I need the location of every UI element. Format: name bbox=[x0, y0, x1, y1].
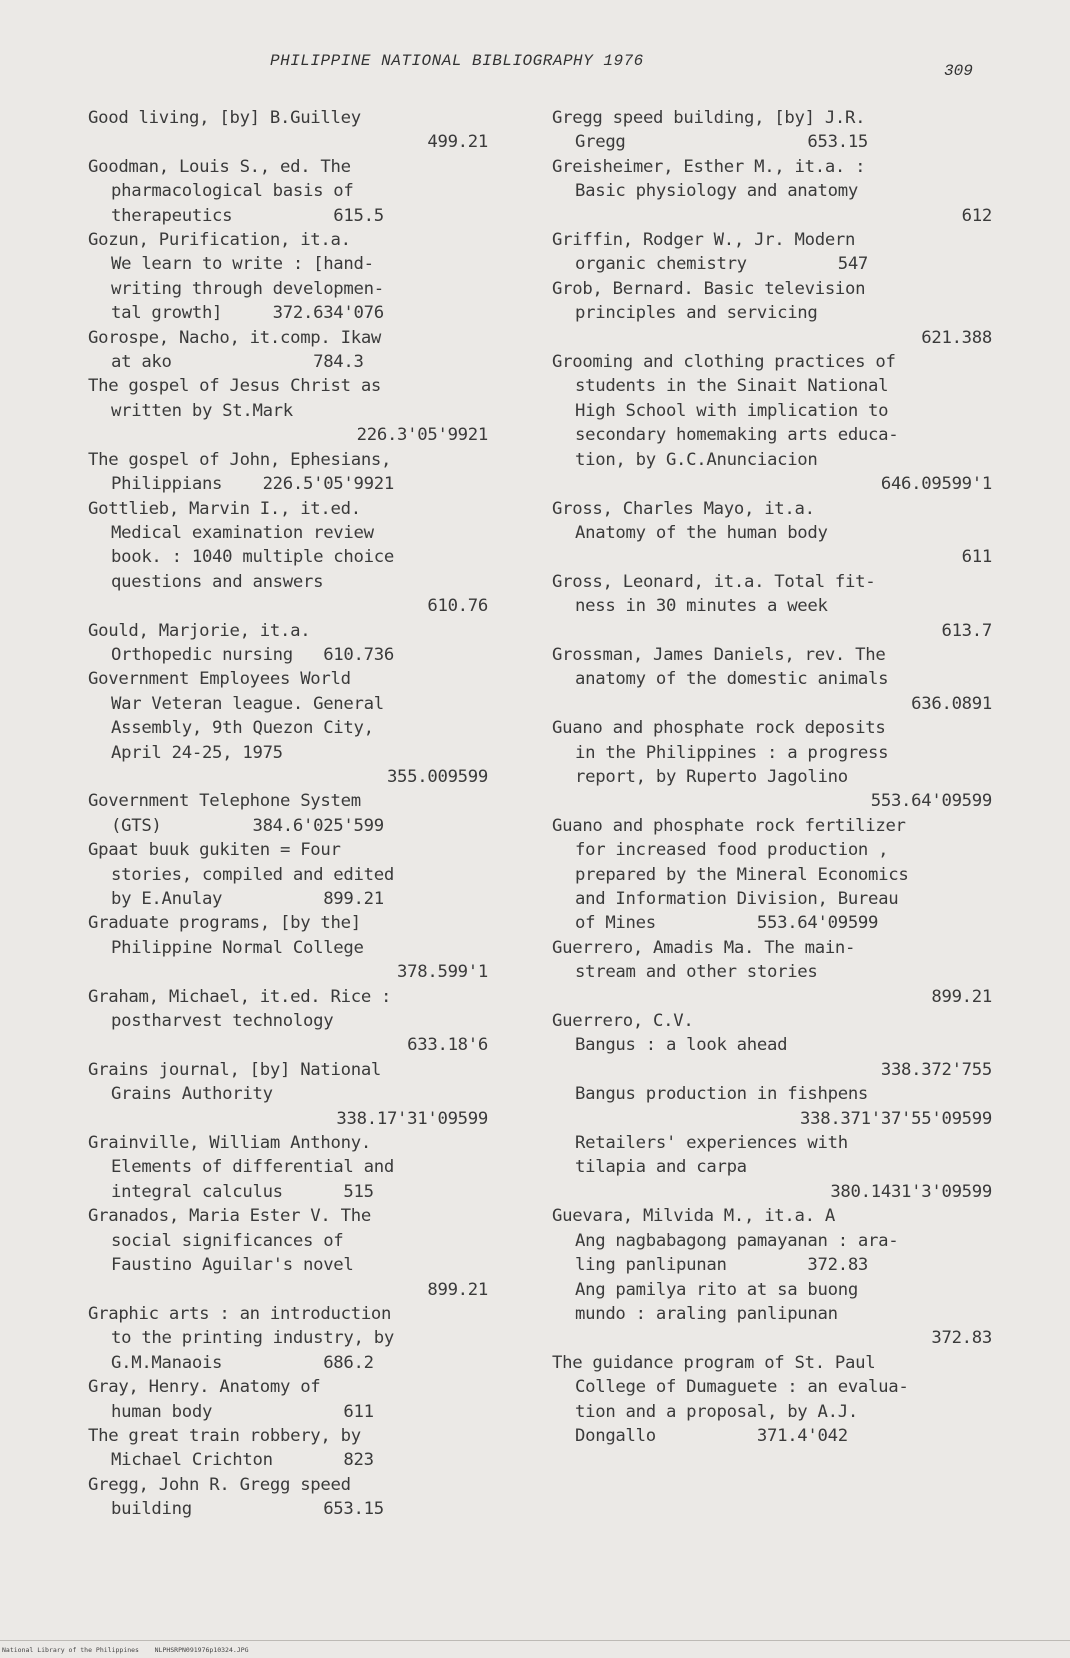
entry-line: Faustino Aguilar's novel bbox=[111, 1255, 354, 1276]
entry-line: writing through developmen- bbox=[111, 278, 384, 299]
entry-heading-line: Government Telephone System bbox=[88, 791, 361, 812]
bibliography-entry bbox=[88, 838, 488, 911]
entry-line: tilapia and carpa bbox=[575, 1157, 747, 1178]
entry-line: secondary homemaking arts educa- bbox=[575, 425, 899, 446]
entry-heading-line: Gross, Leonard, it.a. Total fit- bbox=[552, 571, 876, 592]
class-number: 633.18'6 bbox=[407, 1035, 488, 1056]
bibliography-entry bbox=[88, 497, 488, 619]
bibliography-entry bbox=[552, 497, 992, 570]
entry-line: Orthopedic nursing 610.736 bbox=[111, 644, 394, 665]
entry-line: Retailers' experiences with bbox=[575, 1133, 848, 1154]
class-number: 899.21 bbox=[931, 986, 992, 1007]
bibliography-entry bbox=[552, 106, 992, 155]
bibliography-entry bbox=[552, 1009, 992, 1204]
entry-line: (GTS) 384.6'025'599 bbox=[111, 815, 384, 836]
entry-heading-line: Grooming and clothing practices of bbox=[552, 352, 896, 373]
bibliography-entry bbox=[88, 374, 488, 447]
entry-line: human body 611 bbox=[111, 1401, 374, 1422]
entry-line: anatomy of the domestic animals bbox=[575, 669, 889, 690]
scan-footer: National Library of the Philippines NLPHSRPN091976p10324.JPG bbox=[2, 1646, 249, 1654]
entry-line: mundo : araling panlipunan bbox=[575, 1303, 838, 1324]
entry-line: Elements of differential and bbox=[111, 1157, 394, 1178]
entry-line: prepared by the Mineral Economics bbox=[575, 864, 909, 885]
bibliography-entry bbox=[88, 1302, 488, 1375]
entry-heading-line: Granados, Maria Ester V. The bbox=[88, 1206, 371, 1227]
entry-heading-line: Good living, [by] B.Guilley bbox=[88, 108, 361, 128]
entry-line: ness in 30 minutes a week bbox=[575, 596, 828, 617]
entry-line: for increased food production , bbox=[575, 840, 889, 861]
class-number: 613.7 bbox=[941, 620, 992, 641]
entry-line: Bangus production in fishpens bbox=[575, 1084, 869, 1105]
entry-heading-line: Guano and phosphate rock deposits bbox=[552, 718, 886, 739]
entry-line: Michael Crichton 823 bbox=[111, 1450, 374, 1471]
class-number: 355.009599 bbox=[386, 766, 488, 787]
entry-heading-line: Gpaat buuk gukiten = Four bbox=[88, 840, 341, 861]
entry-heading-line: Griffin, Rodger W., Jr. Modern bbox=[552, 230, 856, 251]
entry-line: stories, compiled and edited bbox=[111, 864, 394, 885]
entry-line: Ang nagbabagong pamayanan : ara- bbox=[575, 1230, 899, 1251]
bibliography-entry bbox=[552, 936, 992, 1009]
bibliography-entry bbox=[552, 814, 992, 936]
entry-line: College of Dumaguete : an evalua- bbox=[575, 1377, 909, 1398]
right-column bbox=[552, 106, 992, 1448]
bibliography-entry bbox=[88, 619, 488, 668]
entry-heading-line: Guerrero, C.V. bbox=[552, 1011, 694, 1032]
bibliography-entry bbox=[552, 155, 992, 228]
class-number: 338.17'31'09599 bbox=[336, 1108, 488, 1129]
entry-heading-line: Gozun, Purification, it.a. bbox=[88, 230, 351, 251]
bibliography-entry bbox=[552, 570, 992, 643]
entry-line: Assembly, 9th Quezon City, bbox=[111, 718, 374, 739]
class-number: 338.371'37'55'09599 bbox=[800, 1108, 992, 1129]
entry-line: stream and other stories bbox=[575, 962, 818, 983]
class-number: 499.21 bbox=[427, 132, 488, 153]
bibliography-entry bbox=[552, 643, 992, 716]
entry-heading-line: Guerrero, Amadis Ma. The main- bbox=[552, 937, 856, 958]
bibliography-entry bbox=[88, 1204, 488, 1302]
entry-line: by E.Anulay 899.21 bbox=[111, 889, 384, 909]
class-number: 226.3'05'9921 bbox=[356, 425, 488, 446]
bibliography-entry bbox=[88, 155, 488, 228]
bibliography-entry bbox=[88, 1424, 488, 1473]
entry-line: We learn to write : [hand- bbox=[111, 254, 374, 275]
entry-heading-line: The gospel of Jesus Christ as bbox=[88, 376, 382, 397]
entry-heading-line: Grains journal, [by] National bbox=[88, 1059, 382, 1080]
entry-line: building 653.15 bbox=[111, 1499, 384, 1520]
bibliography-entry bbox=[552, 1204, 992, 1350]
entry-line: tion, by G.C.Anunciacion bbox=[575, 449, 818, 470]
bibliography-entry bbox=[88, 1473, 488, 1522]
entry-heading-line: Gorospe, Nacho, it.comp. Ikaw bbox=[88, 327, 382, 348]
page-number: 309 bbox=[944, 62, 973, 80]
entry-line: questions and answers bbox=[111, 571, 324, 592]
class-number: 338.372'755 bbox=[880, 1059, 992, 1080]
entry-heading-line: Guevara, Milvida M., it.a. A bbox=[552, 1206, 835, 1227]
bibliography-entry bbox=[552, 350, 992, 496]
entry-heading-line: Gray, Henry. Anatomy of bbox=[88, 1377, 321, 1398]
entry-heading-line: Gould, Marjorie, it.a. bbox=[88, 620, 311, 641]
bibliography-entry bbox=[88, 911, 488, 984]
class-number: 372.83 bbox=[931, 1328, 992, 1349]
entry-line: ling panlipunan 372.83 bbox=[575, 1255, 869, 1276]
entry-heading-line: Grossman, James Daniels, rev. The bbox=[552, 644, 886, 665]
bibliography-entry bbox=[88, 106, 488, 155]
entry-line: Bangus : a look ahead bbox=[575, 1035, 788, 1056]
bibliography-entry bbox=[88, 985, 488, 1058]
entry-line: written by St.Mark bbox=[111, 400, 293, 421]
entry-heading-line: The guidance program of St. Paul bbox=[552, 1352, 876, 1373]
footer-rule bbox=[0, 1640, 1070, 1641]
entry-heading-line: Graphic arts : an introduction bbox=[88, 1303, 392, 1324]
class-number: 646.09599'1 bbox=[880, 474, 992, 495]
class-number: 636.0891 bbox=[911, 693, 992, 714]
bibliography-entry bbox=[552, 277, 992, 350]
bibliography-entry bbox=[552, 1351, 992, 1449]
bibliography-entry bbox=[88, 326, 488, 375]
entry-heading-line: Guano and phosphate rock fertilizer bbox=[552, 815, 906, 836]
entry-heading-line: Grainville, William Anthony. bbox=[88, 1133, 371, 1154]
entry-heading-line: Gregg speed building, [by] J.R. bbox=[552, 108, 866, 128]
entry-heading-line: Greisheimer, Esther M., it.a. : bbox=[552, 156, 866, 177]
entry-heading-line: The gospel of John, Ephesians, bbox=[88, 449, 392, 470]
entry-line: tal growth] 372.634'076 bbox=[111, 303, 384, 324]
bibliography-entry bbox=[552, 228, 992, 277]
bibliography-entry bbox=[88, 448, 488, 497]
entry-line: Philippians 226.5'05'9921 bbox=[111, 474, 394, 495]
entry-line: pharmacological basis of bbox=[111, 181, 354, 202]
entry-heading-line: Gregg, John R. Gregg speed bbox=[88, 1474, 351, 1495]
entry-line: therapeutics 615.5 bbox=[111, 205, 384, 226]
bibliography-entry bbox=[88, 1058, 488, 1131]
running-header: PHILIPPINE NATIONAL BIBLIOGRAPHY 1976 bbox=[270, 52, 644, 70]
entry-line: social significances of bbox=[111, 1230, 344, 1251]
entry-heading-line: The great train robbery, by bbox=[88, 1425, 361, 1446]
entry-line: at ako 784.3 bbox=[111, 352, 364, 373]
bibliography-entry bbox=[88, 228, 488, 326]
class-number: 380.1431'3'09599 bbox=[830, 1181, 992, 1202]
entry-line: and Information Division, Bureau bbox=[575, 889, 899, 909]
entry-line: Philippine Normal College bbox=[111, 937, 364, 958]
entry-line: Grains Authority bbox=[111, 1084, 273, 1105]
entry-line: Anatomy of the human body bbox=[575, 522, 828, 543]
entry-line: organic chemistry 547 bbox=[575, 254, 869, 275]
entry-heading-line: Government Employees World bbox=[88, 669, 351, 690]
class-number: 610.76 bbox=[427, 596, 488, 617]
bibliography-entry bbox=[88, 1131, 488, 1204]
entry-line: G.M.Manaois 686.2 bbox=[111, 1352, 374, 1373]
entry-line: postharvest technology bbox=[111, 1011, 334, 1032]
entry-heading-line: Graduate programs, [by the] bbox=[88, 913, 361, 934]
entry-heading-line: Gottlieb, Marvin I., it.ed. bbox=[88, 498, 361, 519]
entry-line: Gregg 653.15 bbox=[575, 132, 869, 153]
entry-line: integral calculus 515 bbox=[111, 1181, 374, 1202]
entry-heading-line: Graham, Michael, it.ed. Rice : bbox=[88, 986, 392, 1007]
class-number: 378.599'1 bbox=[397, 962, 488, 983]
bibliography-entry bbox=[88, 1375, 488, 1424]
entry-line: Dongallo 371.4'042 bbox=[575, 1425, 848, 1446]
entry-line: report, by Ruperto Jagolino bbox=[575, 766, 848, 787]
bibliography-entry bbox=[88, 667, 488, 789]
entry-line: April 24-25, 1975 bbox=[111, 742, 283, 763]
entry-line: Basic physiology and anatomy bbox=[575, 181, 858, 202]
entry-heading-line: Grob, Bernard. Basic television bbox=[552, 278, 866, 299]
entry-line: Ang pamilya rito at sa buong bbox=[575, 1279, 858, 1300]
class-number: 611 bbox=[961, 547, 992, 568]
class-number: 899.21 bbox=[427, 1279, 488, 1300]
entry-line: tion and a proposal, by A.J. bbox=[575, 1401, 858, 1422]
entry-line: of Mines 553.64'09599 bbox=[575, 913, 879, 934]
class-number: 621.388 bbox=[921, 327, 992, 348]
left-column bbox=[88, 106, 488, 1522]
entry-line: principles and servicing bbox=[575, 303, 818, 324]
entry-line: book. : 1040 multiple choice bbox=[111, 547, 394, 568]
entry-heading-line: Goodman, Louis S., ed. The bbox=[88, 156, 351, 177]
class-number: 612 bbox=[961, 205, 992, 226]
bibliography-entry bbox=[88, 789, 488, 838]
class-number: 553.64'09599 bbox=[870, 791, 992, 812]
entry-line: War Veteran league. General bbox=[111, 693, 384, 714]
entry-heading-line: Gross, Charles Mayo, it.a. bbox=[552, 498, 815, 519]
entry-line: to the printing industry, by bbox=[111, 1328, 394, 1349]
entry-line: High School with implication to bbox=[575, 400, 889, 421]
entry-line: in the Philippines : a progress bbox=[575, 742, 889, 763]
entry-line: students in the Sinait National bbox=[575, 376, 889, 397]
bibliography-entry bbox=[552, 716, 992, 814]
entry-line: Medical examination review bbox=[111, 522, 374, 543]
